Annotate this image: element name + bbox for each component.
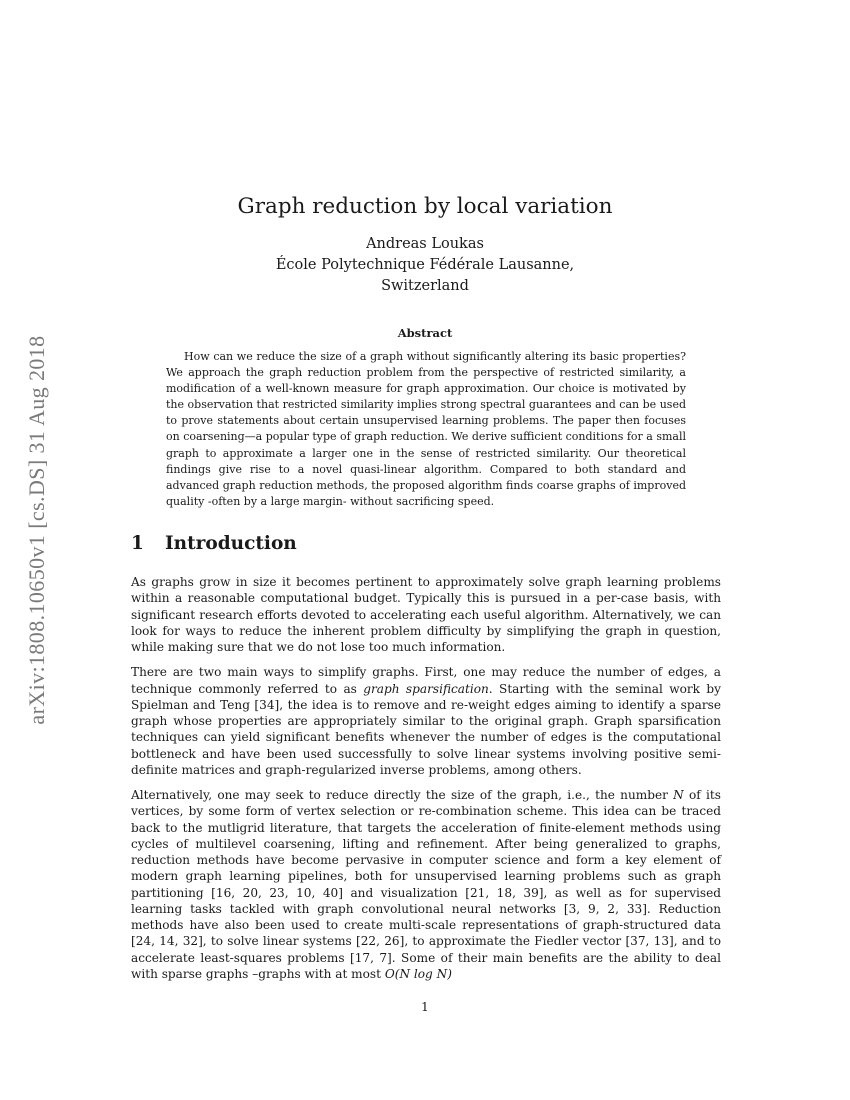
section-title: Introduction <box>165 533 297 554</box>
author-block <box>0 234 850 297</box>
paragraph-2 <box>131 664 721 778</box>
author-name: Andreas Loukas <box>366 236 484 252</box>
paragraph-3-start: Alternatively, one may seek to reduce directly the size of the graph, i.e., the number <box>131 788 674 802</box>
paragraph-1: As graphs grow in size it becomes pertinent to approximately solve graph learning problems within a reasonable computational budget. Typically this is pursued in a per-case basis, with significant research efforts devoted to accelerating each useful algorithm. Alternatively, we can look for ways to reduce the inherent problem difficulty by simplifying the graph in question, while making sure that we do not lose too much information. <box>131 575 721 654</box>
paragraph-3-end: of its vertices, by some form of vertex selection or re-combination scheme. This idea can be traced back to the mutligrid literature, that targets the acceleration of finite-element methods using cycles of multilevel coarsening, lifting and refinement. After being generalized to graphs, reduction methods have become pervasive in computer science and form a key element of modern graph learning pipelines, both for unsupervised learning problems such as graph partitioning [16, 20, 23, 10, 40] and visualization [21, 18, 39], as well as for supervised learning tasks tackled with graph convolutional neural networks [3, 9, 2, 33]. Reduction methods have also been used to create multi-scale representations of graph-structured data [24, 14, 32], to solve linear systems [22, 26], to approximate the Fiedler vector [37, 13], and to accelerate least-squares problems [17, 7]. Some of their main benefits are the ability to deal with sparse graphs –graphs with at most <box>131 788 721 981</box>
math-variable-n: N <box>673 788 684 802</box>
abstract-heading: Abstract <box>397 326 453 340</box>
page-number: 1 <box>421 1000 429 1014</box>
arxiv-identifier: arXiv:1808.10650v1 [cs.DS] 31 Aug 2018 <box>24 335 49 725</box>
paragraph-2-end: . Starting with the seminal work by Spielman and Teng [34], the idea is to remove and re-weight edges aiming to identify a sparse graph whose properties are appropriately similar to the original graph. Graph sparsification techniques can yield significant benefits whenever the number of edges is the computational bottleneck and have been used successfully to solve linear systems involving positive semi-definite matrices and graph-regularized inverse problems, among others. <box>131 681 721 777</box>
section-heading <box>131 533 297 554</box>
paragraph-3 <box>131 787 721 982</box>
abstract-text: How can we reduce the size of a graph without significantly altering its basic properties? We approach the graph reduction problem from the perspective of restricted similarity, a modification of a well-known measure for graph approximation. Our choice is motivated by the observation that restricted similarity implies strong spectral guarantees and can be used to prove statements about certain unsupervised learning problems. The paper then focuses on coarsening—a popular type of graph reduction. We derive sufficient conditions for a small graph to approximate a larger one in the sense of restricted similarity. Our theoretical findings give rise to a novel quasi-linear algorithm. Compared to both standard and advanced graph reduction methods, the proposed algorithm finds coarse graphs of improved quality -often by a large margin- without sacrificing speed. <box>166 350 687 508</box>
author-country: Switzerland <box>381 278 469 294</box>
author-affiliation: École Polytechnique Fédérale Lausanne, <box>275 257 575 273</box>
paper-title: Graph reduction by local variation <box>237 194 613 220</box>
math-complexity: O(N log N) <box>384 966 452 981</box>
emphasis-graph-sparsification: graph sparsification <box>363 681 489 696</box>
section-number: 1 <box>131 533 144 554</box>
body-text <box>131 574 721 991</box>
paragraph-2-start: There are two main ways to simplify graphs. First, one may reduce the number of edges, a technique commonly referred to as <box>131 665 721 696</box>
